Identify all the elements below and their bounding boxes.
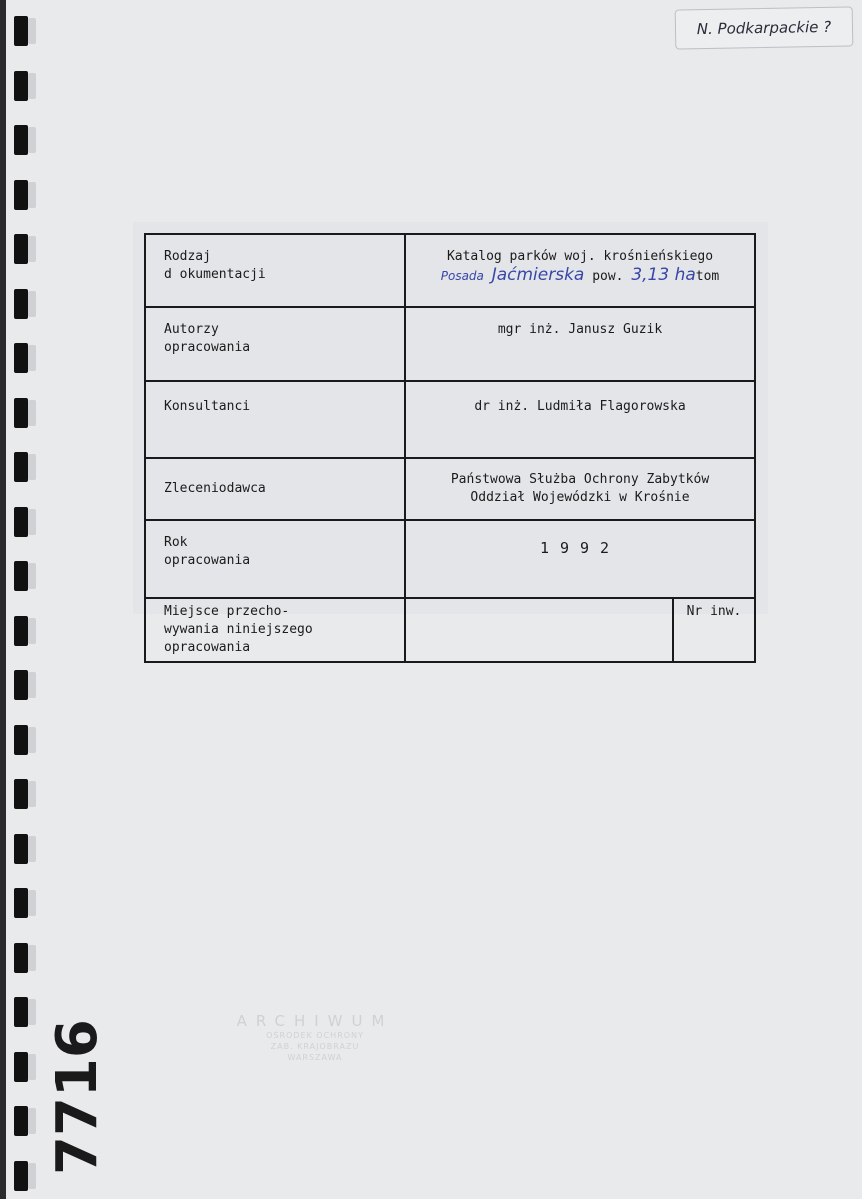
value-cell bbox=[405, 520, 755, 598]
binding-hole bbox=[14, 452, 38, 482]
documentation-table bbox=[144, 233, 756, 663]
binding-hole bbox=[14, 997, 38, 1027]
handwritten-inventory-number: 7716 bbox=[45, 1019, 110, 1175]
pow-label: pow. bbox=[592, 269, 624, 284]
handwritten-place: Jaćmierska bbox=[491, 265, 585, 285]
label-cell bbox=[145, 520, 405, 598]
binding-hole bbox=[14, 180, 38, 210]
stamp-line: ZAB. KRAJOBRAZU bbox=[270, 1042, 360, 1051]
binding-hole bbox=[14, 16, 38, 46]
binding-hole bbox=[14, 398, 38, 428]
label-cell bbox=[145, 234, 405, 307]
row-label: Rok opracowania bbox=[164, 535, 251, 568]
binding-hole bbox=[14, 1052, 38, 1082]
author-name: mgr inż. Janusz Guzik bbox=[497, 322, 663, 337]
handwritten-corner-note: N. Podkarpackie ? bbox=[675, 6, 854, 49]
table-row-documentation-type bbox=[145, 234, 755, 307]
row-label: Autorzy opracowania bbox=[164, 322, 251, 355]
value-cell bbox=[405, 458, 755, 520]
binding-hole bbox=[14, 1161, 38, 1191]
table-row-commissioner bbox=[145, 458, 755, 520]
binding-hole bbox=[14, 834, 38, 864]
binding-hole bbox=[14, 125, 38, 155]
label-cell bbox=[145, 458, 405, 520]
table-row-consultants bbox=[145, 381, 755, 458]
table-row-year bbox=[145, 520, 755, 598]
binding-hole bbox=[14, 289, 38, 319]
value-cell bbox=[405, 234, 755, 307]
volume-label: tom bbox=[695, 269, 720, 284]
label-cell bbox=[145, 598, 405, 662]
binding-hole bbox=[14, 725, 38, 755]
year-value: 1992 bbox=[539, 539, 621, 557]
page-edge bbox=[0, 0, 6, 1199]
binding-hole bbox=[14, 561, 38, 591]
inventory-number-label: Nr inw. bbox=[686, 604, 742, 619]
row-label: Rodzaj d okumentacji bbox=[164, 249, 266, 282]
binding-hole bbox=[14, 1106, 38, 1136]
consultant-name: dr inż. Ludmiła Flagorowska bbox=[474, 399, 686, 414]
table-row-storage-place bbox=[145, 598, 755, 662]
label-cell bbox=[145, 381, 405, 458]
row-label: Zleceniodawca bbox=[164, 481, 266, 496]
table-row-authors bbox=[145, 307, 755, 381]
binding-hole bbox=[14, 943, 38, 973]
binding-hole bbox=[14, 234, 38, 264]
row-label: Konsultanci bbox=[164, 399, 251, 414]
stamp-line: WARSZAWA bbox=[287, 1053, 343, 1062]
archive-stamp bbox=[180, 1012, 450, 1092]
value-cell bbox=[405, 381, 755, 458]
binding-hole bbox=[14, 507, 38, 537]
handwritten-area: 3,13 ha bbox=[631, 265, 696, 285]
stamp-title: ARCHIWUM bbox=[236, 1012, 394, 1030]
catalog-title: Katalog parków woj. krośnieńskiego bbox=[446, 249, 714, 264]
binding-hole bbox=[14, 779, 38, 809]
stamp-line: OŚRODEK OCHRONY bbox=[266, 1031, 364, 1040]
binding-hole bbox=[14, 888, 38, 918]
binding-hole bbox=[14, 670, 38, 700]
binding-hole bbox=[14, 616, 38, 646]
value-cell bbox=[405, 598, 755, 662]
handwritten-prefix: Posada bbox=[440, 269, 484, 283]
binding-hole bbox=[14, 343, 38, 373]
commissioner-name: Państwowa Służba Ochrony Zabytków Oddział Wojewódzki w Krośnie bbox=[450, 472, 710, 505]
spiral-binding bbox=[14, 0, 44, 1199]
storage-place-blank bbox=[406, 599, 674, 661]
binding-hole bbox=[14, 71, 38, 101]
value-cell bbox=[405, 307, 755, 381]
label-cell bbox=[145, 307, 405, 381]
row-label: Miejsce przecho- wywania niniejszego opracowania bbox=[164, 604, 313, 655]
